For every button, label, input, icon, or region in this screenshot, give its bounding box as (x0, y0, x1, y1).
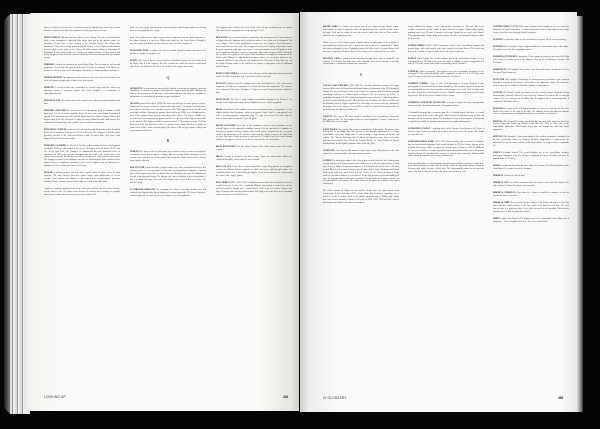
entry-text: (Lambda Scorpii) The second brightest star in the constellation Scorpius, marking the Scorpion's sting. It is a B star of magnitude 1.6 and is 700 light years away. Its popular name is "the sting". (493, 152, 569, 160)
glossary-entry (323, 190, 399, 205)
entry-headword: SAGITTARIUS (323, 128, 338, 131)
left-column-3 (216, 27, 292, 201)
entry-text: (The Sculptor's Workshop) An inconspicuous constellation of the southern hemisphere introduced by Nicolas L. de Lacaille in the eighteenth century. The south pole of the Galaxy lies in Sculptor. It includes a number of faint galaxies. (493, 78, 569, 87)
entry-text: Connected with the stars. (504, 175, 526, 178)
entry-text: A concept of the solar system with Earth at the centre, described by the Greek astronomer Ptolemy in AD 150 in his book, the Almagest. It was the model generally accepted in the Arab and Western worlds for more than 1,000 years, until superseded by the heliocentric model. (44, 128, 121, 140)
entry-text: (The Shield) A small constellation near the celestial equator, originally Scutum Sobiescianum, Sobieski's Shield. It was created by Johannes Hevelius in the seventeenth century. It lies in a rich part of the Milky Way. Its brightest star is fourth magnitude. It contains the Wild Duck cluster. (493, 91, 569, 103)
entry-text: (1934–1996) The American planetary scientist Carl Sagan was one of the most well known and influential figures in astronomy in the USA during his lifetime. He was particularly known for his interest in extraterrestrial life and for strongly advocating searching for extraterrestrial intelligence. He was involved in NASA, he contributed to many of NASA's planetary exploration space missions. A gifted populariser, he wrote several bestselling books. His television series Cosmos, first shown in 1980, was an enormous success. Sagan experienced a wide range of research interests, particularly the origin of life in the universe. From 1968 he worked at Cornell University and directed the Laboratory for Planetary Studies there. (323, 85, 399, 111)
entry-text: A pulsar is a rotating, magnetic neutron star, with a mass similar to the Sun's but a diameter of only about 10 km. The pulsar occurs because the neutron star is rotating very rapidly and a beam of radio emission sweeps by once per rotation. The (44, 188, 120, 196)
glossary-entry (323, 129, 399, 146)
entry-text: (The Arrow) The third smallest constellation, but nevertheless a distinctive little group of stars. The four brightest stars are fourth magnitude. It forms a small part of the Milky Way next to Aquila. (323, 115, 399, 124)
glossary-entry (323, 26, 399, 38)
glossary-entry (493, 182, 569, 188)
entry-text: A rare kind of galaxy shaped like a ring. Ring galaxies are thought to result from collisions between galaxies in which one passes right through another. An expanding shock wave of interstellar gas triggers a burst of star formation in a ring around the centre of the "target" galaxy. (216, 166, 292, 178)
glossary-entry (408, 83, 484, 98)
entry-text: This happens when it throws off a dust cloud. About 50 stars of similar type are known. Typically they are supergiant stars of spectral type F or G. (216, 27, 292, 32)
entry-text: An asterism formed by the stars Alpha, Eta, Gamma, Zeta, Mu and Epsilon in the constellation Leo, named because of its shape. (493, 165, 570, 170)
entry-headword: SATELLITE (323, 150, 335, 153)
entry-headword: SICKLE (493, 165, 501, 168)
entry-text: The brightest X-ray source in the sky and the first to be discovered. It is a low mass X-ray binary star. (493, 68, 569, 74)
section-letter: S (359, 72, 363, 78)
glossary-entry (44, 64, 120, 73)
glossary-entry (493, 69, 569, 75)
glossary-entry (493, 152, 569, 161)
entry-headword: SCHWARZSCHILD, KARL (408, 140, 434, 143)
entry-text: (Alpha Canis Majoris) The brightest star in the constellation Canis Major and, at magnitude −1.46, the brightest star in the sky. It is a visual binary (493, 217, 569, 223)
entry-text: A fissure or channel in the lunar surface. Some are vertical faults. Others are collapsed lava tubes, which tend to be more sinuous. (216, 156, 293, 162)
glossary-entry (44, 110, 120, 125)
glossary-entry (216, 73, 292, 79)
entry-text: (1873–1916) Schwarzschild, who was born in Frankfurt, was an observational astronomer and a noted theorist. In 1909 he became director of the Potsdam Observatory. While serving in the German army in Russia in 1916, he published the first exact solution to complex equations Einstein had published that year in his general relativity theory. He introduced the concept of what is now termed the Schwarzschild radius, which is important in the theory of black holes. (408, 140, 484, 158)
entry-headword: SCHEDAR (408, 70, 419, 73)
entry-text: (The Scorpion) A large, bright constellation of the southern part of the zodiac. Its brightest star is the first magnitude Antares. (493, 46, 569, 51)
glossary-entry (130, 88, 206, 100)
entry-headword: SCHEAT (408, 57, 417, 60)
entry-headword: RIGIL KENTAURUS (216, 146, 236, 149)
entry-text: The earliest stage in the formation of a galaxy from primordial gas and dust. (44, 100, 120, 106)
glossary-entry (493, 202, 569, 214)
entry-headword: RILLE (216, 156, 223, 159)
entry-headword: PORRIMA (44, 64, 55, 67)
right-column-2 (408, 26, 484, 178)
glossary-entry (130, 151, 206, 163)
entry-text: A design of optical telescope, incorporating features of both a Schmidt camera and a Cassegrain reflector. (408, 102, 485, 108)
glossary-entry (493, 136, 569, 148)
entry-text: A rotating neutron star that emits regular bursts of radio waves in rapid sequence. The time between successive pulses ranges from milliseconds to several seconds. Some pulsars emit radiation in other bands of the electromagnetic spectrum, including X-rays, gamma rays and visible light, as well as in the radio band. (44, 172, 120, 183)
right-column-3 (493, 26, 569, 228)
glossary-entry (216, 125, 292, 142)
entry-text: The point on the celestial sphere from which the trails of meteors belonging to a particular meteor shower appear to radiate. Meteors entering Earth's atmosphere from a stream create trails that are almost parallel but perspective makes them seem to diverge from a point in the sky. (130, 151, 206, 163)
glossary-entry (408, 45, 484, 54)
glossary-entry (216, 99, 292, 105)
entry-text: A winding valley in the Oceanus Procellarum on the Moon. It starts in a small crater just outside the northern wall of the crater Herodotus, and extends for about 160 km. (408, 127, 484, 136)
entry-headword: RIGEL (216, 108, 223, 111)
entry-text: (Beta Orionis) The brightest star in the constellation Orion, at magnitude 0.1. It is slightly brighter than Betelgeuse, which is designated Alpha. Rigel is a supergiant B star, with a seventh-magnitude companion lying 770 light years away. The name Rigel is derived from Arabic and means "leg of the giant". (216, 108, 292, 120)
entry-text: The star Alpha Centauri. This Arabic name means "foot of the centaur". (216, 146, 293, 152)
glossary-entry (216, 182, 292, 197)
glossary-entry (408, 112, 484, 124)
glossary-entry (130, 167, 206, 184)
entry-text: The cloud patterns on Saturn are not usually clearly seen, but giant storms occur occasionally. In late September 1990, a large white spot developed, expanding over a period of weeks to encircle much of the planet's equatorial region. Similar large storms have been seen at intervals of about 57–60 years, in 1876, 1903, 1933 and 1960, close to mid-summer on Saturn in its northern hemisphere. (323, 190, 399, 205)
glossary-entry (130, 60, 206, 69)
entry-text: The sixth major planet of the solar system in order from the Sun, orbiting at an average distance of 9.54 astronomical units. Saturn is one of the four giant planets, second only in size to Jupiter. Its equatorial diameter is 9.4 times Earth's and its mass is 95 times greater. However, its average density is only 0.7 times that of water. Hydrogen and helium make up the bulk of its mass. There is a core of iron, 10 or 15 times the mass of Earth, made of rock and a mixture of rock and ice. In the high pressure region surrounding the core, the hydrogen takes on the form of a metal. The outer half of the planet consists of a deep atmosphere of the planet. The visible surface of the planet are confined to the upper cloud layers. (323, 160, 399, 186)
glossary-entry (44, 37, 120, 60)
glossary-entry (408, 26, 484, 41)
glossary-entry (493, 39, 569, 42)
entry-text: A cloud of interstellar gas and dust that shines because the dust scatters the light of stars near to it. A reflection nebula is not itself (216, 73, 292, 79)
entry-headword: SATURN NEBULA (408, 44, 426, 47)
entry-headword: RAS ALGETHI (130, 167, 145, 170)
entry-text: An instrument for measuring the altitude of stars and for mapping equatorial coordinates. It consists of a quarter circle marked in degrees and a movable sighting arm. Prior to the invention of the telescope, such instruments were the only ones available to astronomers for measuring the positions of stars and planets. (130, 87, 207, 99)
glossary-entry (493, 79, 569, 88)
entry-headword: POPULATION II (44, 37, 61, 39)
glossary-entry (44, 172, 120, 184)
entry-text: The nearest star to the solar system, lying at a distance of 4.24 light years. It is an eleventh magnitude dwarf red star in the constellation Centaurus. It appears to be associated physically with the bright binary star Alpha Centauri, which is two degrees away in the sky and about 0.2 light years away distant from the solar system. It is estimated that Proxima may take a million years to orbit its companions. (44, 110, 121, 124)
section-letter: R (166, 138, 170, 144)
entry-headword: RING GALAXY (216, 166, 232, 169)
entry-text: (The Serpent) The only constellation split into two parts, which are known as Serpens Caput (the head) and Serpens Cauda (the tail). They lie either side of the constellation Ophiuchus. The Serpens Caput star and Serpens are third and fourth magnitude. (493, 120, 569, 132)
glossary-entry (130, 189, 206, 198)
entry-text: (Alpha Herculis) A bright variable star in the constellation Hercules. It is a binary system of a red supergiant 3.4 star with a sixth-magnitude companion, a spectral type G which appears greenish in contrast. They are 400 light years away. The brighter star is itself a spectroscopic binary. The primary star varies irregularly between magnitudes 3 and 4 in about 128 days. The name Ras Algethi comes from Arabic and means "the kneeler's head". (130, 167, 206, 184)
glossary-entry (130, 27, 206, 33)
glossary-entry (216, 83, 292, 95)
entry-headword: SERPENS (493, 120, 503, 123)
entry-text: (The Sextant) A faint constellation of the southern hemisphere introduced in the late seventeenth century by Johannes Hevelius, supposedly to commemorate the instrument he used to make accurate stellar observations. Its brightest star is magnitude 4.5. (493, 136, 569, 148)
entry-headword: SIRIUS (493, 217, 500, 220)
entry-headword: RADIANT (130, 151, 140, 154)
glossary-entry (216, 27, 292, 33)
page-number: 484 (283, 395, 289, 399)
entry-headword: SCORPIO (493, 38, 503, 41)
entry-headword: PROPER MOTION (44, 77, 63, 80)
entry-headword: RETICULUM (216, 98, 229, 101)
entry-headword: REFLECTION NEBULA (216, 73, 239, 76)
entry-text: (Alpha Cassiopeiae) The brightest star in the constellation Cassiopeia. It is a supergiant K star varying irregularly with a magnitude of about 2.2. It is 230 light years away. The name is derived from Arabic and means "the breast". (408, 70, 484, 79)
glossary-entry (130, 50, 206, 56)
entry-text: The time taken by a planet or satellite to complete an orbit as measured relative to the stars. (493, 192, 569, 198)
entry-headword: ROCHE LOBE (323, 26, 338, 28)
glossary-entry (408, 141, 484, 158)
entry-headword: SIDEREAL PERIOD (493, 192, 513, 195)
entry-text: Images obtained by Voyager 1 and 2 during their encounters in 1980 and 1981 reveal complex circulation currents, similar to those observed on Jupiter. Saturn rotates rapidly, spinning once every 10 hours 14 minutes on average, though the rate varies with latitude. This rapid spin makes Saturn bulge at the equator, the polar and equatorial diameters differ by 10 percent. (408, 26, 484, 40)
entry-headword: RUNAWAY STAR (323, 57, 340, 60)
entry-text: A type of wide field astronomical telescope designed to take photographs. It was invented by Bernhard Schmidt in 1930 and has a spherical mirror and a correcting plate near the front. It produces sharp images over a wide field, far larger than the field covered by a conventional telescope. Schmidt cameras have been used for major sky surveys. The field of view is about 6 degrees across. (408, 83, 484, 98)
entry-text: (TWINKLING) rapid variations in the brightness of a star caused by turbulence in Earth's atmosphere. A similar phenomenon affects radio signals from cosmic sources when they travel through Earth's ionosphere. (493, 26, 569, 34)
entry-text: A variable star with an unstable internal structure that causes it to pulsate in a regular or irregular way. (130, 49, 206, 55)
glossary-entry (216, 109, 292, 121)
entry-text: A young hot star travelling through space with an unusually high velocity. It is thought that such stars could originally have been in binary or multiple systems where a companion exploded as a supernova. (323, 57, 399, 66)
left-column-1 (44, 27, 120, 201)
glossary-entry (493, 92, 569, 104)
glossary-entry (216, 37, 292, 69)
entry-text: In a binary star system, one of two figure-of-eight shaped regions between the two stars. In particular, where the gravitational force exerted by either star is the same. Each star lies within its own lobe and the point where the two lobes touch is called the inner Lagrangian point. (323, 26, 399, 37)
entry-headword: SATURN (323, 160, 332, 163)
entry-headword: SCULPTOR (493, 78, 505, 81)
glossary-entry (408, 71, 484, 80)
running-footer: LOOKING UP (44, 395, 66, 399)
entry-headword: PTOLEMAIC SYSTEM (44, 128, 66, 131)
glossary-entry (216, 156, 292, 162)
glossary-entry (408, 58, 484, 67)
glossary-entry (493, 46, 569, 52)
entry-headword: SCHROTER'S VALLEY (408, 127, 431, 130)
glossary-entry (493, 175, 569, 178)
entry-text: Any body in orbit around a larger parent body. Most planets in the solar system have natural satellites, otherwise known as moons. (323, 150, 399, 156)
glossary-entry (493, 192, 569, 198)
entry-headword: SCHMIDT CAMERA (408, 83, 429, 86)
entry-text: A recently formed star, surrounded by a cloud of gas and dust, which may ultimately produce a planetary system. The word "proplyd" is a contraction of "protoplanetary disk". (44, 87, 120, 96)
entry-text: A Schmidt-Cassegrain has a corrector plate like a Schmidt camera but there is a small secondary mirror in the centre of the plate, which reflects the light back down the tube and through a hole in the primary mirror. The resulting telescope is very compact, so the design is particularly suitable for portable telescopes and is popular with amateurs. (408, 112, 484, 123)
left-page (30, 13, 299, 411)
entry-text: Schwarzschild Radius: A critical quantity that determines whether an object is a black hole, from which nothing can escape into the outside world; the object that collapses inside its Schwarzschild radius becomes a black hole. The Schwarzschild radius for an object the mass of the Sun is 3 km; for an object the mass of the Earth it is 1 cm. (408, 162, 484, 174)
entry-headword: SCINTILLATION (493, 26, 510, 28)
left-column-2 (130, 27, 206, 202)
entry-text: (RA) One of the coordinates used to specify positions on the celestial sphere in the equatorial coordinate system. It is the equivalent of longitude on Earth but is measured in hours, minutes and seconds of time eastward from the zero point, which is the intersection of the celestial equator and the ecliptic, known as the First Point of Aries. One hour of right ascension is equivalent to 15 degrees and is the angle through which the sky appears to rotate in one hour of sidereal time. See declination. (216, 124, 292, 142)
glossary-entry (44, 100, 120, 106)
glossary-entry (493, 121, 569, 133)
entry-text: Some X-ray pulsars are in binary systems where companion stars are transferring mass to the pulsar, causing it to speed up. Millisecond pulsars are the fastest known, thought to have been spun up in binary systems and have since lost their companions. (130, 37, 206, 45)
entry-headword: RED GIANT (216, 37, 228, 39)
glossary-entry (216, 146, 292, 152)
entry-headword: PROTOGALAXY (44, 100, 61, 103)
running-footer: IV GLOSSARY (323, 396, 347, 400)
entry-headword: PULSAR (44, 172, 53, 175)
entry-text: (The Net) A small southern constellation introduced by Nicolas L. de Lacaille in the eighteenth century. Its two brightest stars are of third magnitude. (216, 98, 292, 104)
entry-text: The regular cycle of changing variables over the year, caused by the tilt of the Earth's axis relative to the plane of its orbit. The obliquity means that different latitudes receive varying amounts of sunlight through the year, a number of solar heat. (493, 107, 570, 116)
entry-text: An evolved star that has expanded greatly and appears red. A star becomes a red giant when the hydrogen fuel for nuclear fusion in its central core is exhausted. The core collapses. This releases gravitational energy and a new supply of fresh hydrogen is fused around the new inert core. The energy provided by shell burning of hydrogen causes the great expansion of the star's outer layers. As the gas expands, it cools. Regardless of the star's original spectral type, its surface temperature drops until it reaches 3000 K. When the Sun becomes a red giant, it will expand until its diameter is roughly the diameter of the Earth's orbit. Though the light emitted per square metre of a red giant's surface is low compared with hotter stars, they are very luminous over all because of their huge size. All the bright red stars visible to the naked eye are giants or supergiants, such as Aldebaran and Betelgeuse. (216, 37, 292, 69)
entry-headword: SCUTUM (493, 91, 503, 94)
entry-headword: SAGITTA (323, 115, 333, 118)
right-page-edges (577, 16, 583, 412)
entry-text: (NGC 7009) A planetary nebula in the constellation Aquarius. Its general shape, with a faint partial outer ring, resembles the planet Saturn. The double ring may be the remains of separate shells thrown off by the central star. (408, 44, 484, 53)
entry-headword: SAGAN, CARL EDWARD (323, 85, 348, 88)
section-letter: Q (166, 74, 170, 80)
entry-text: An alternative name for the constellation Scorpius, chiefly used in astrology. (502, 38, 567, 41)
entry-headword: SCHMIDT-CASSEGRAIN TELESCOPE (408, 102, 446, 105)
entry-headword: PTOLEMY, CLAUDIUS (44, 144, 67, 147)
glossary-entry (323, 150, 399, 156)
glossary-entry (493, 56, 569, 65)
right-page (300, 12, 577, 412)
entry-headword: PROPLYD (44, 87, 54, 90)
glossary-entry (493, 218, 569, 224)
entry-headword: SIDEREAL TIME (493, 202, 510, 205)
entry-text: pulses are very regular, apart from the occasional glitch, and all single pulsars are slowing down as they gradually lose energy. (130, 27, 206, 32)
glossary-entry (44, 129, 120, 141)
glossary-entry (130, 37, 206, 46)
entry-text: (M57, NGC 6720) A bright planetary nebula in the constellation Lyra. In a small telescope it looks like a luminous elliptical ring around a central star, but the observed nebula is thought to be a barrel-shaped shell of gas seen end-on. Images with large telescopes show that the nebula is about 2000 light years away. It has been expanding at its current rate for about 6000 years. (216, 182, 292, 196)
entry-text: Old stars and star clusters in our Galaxy. They are found distributed fairly evenly throughout a spherical halo rather than just in the galactic plane; the Population II stars have a lower content of the elements heavier than helium than Population I. They move at high speeds around the Galaxy in very elliptical orbits inclined at steep angles to the plane of the Galaxy. Globular clusters belong to Population II. Population II stars formed when the Galaxy was spherical before its disk formed and before the gas and dust could be enriched with heavier elements from previous generations of stars. (44, 37, 120, 60)
glossary-entry (323, 116, 399, 125)
glossary-entry (44, 77, 120, 83)
entry-text: A binary star system in the constellation Virgo. The two stars are each around magnitude 3.5 and orbit each other around every 170 years. At a distance of 38 light years, Porrima is relatively close to the solar system. Porrima was a Roman goddess of prophecy. (44, 64, 120, 73)
entry-headword: RIGHT ASCENSION (216, 124, 236, 127)
entry-text: The Earth's rotation period with respect to the stars. The length of the sidereal day is 23 hours 56 minutes and 4 seconds. (493, 182, 570, 188)
entry-text: (The Poop or Stern) A large southern constellation lying in the rich starfields of the Milky Way. It is the largest of the three sections into which the ancient constellation Argo Navis was divided by Nicolas L. de Lacaille in the eighteenth century. (130, 59, 206, 68)
entry-headword: SHAULA (493, 152, 502, 155)
entry-text: (quasi-stellar object, QSO) The most powerful type of active galactic nucleus. Quasars have an intense fraction of "quasi-stellar radio source," the phrase used to describe these objects when they were first discovered in 1963. They appeared to be star-like with very high redshifts. Although the quasars discovered in the 1960s were all radio sources, most of the quasars known now are not strong radio sources. The largest redshifts ever recorded have been measured for quasars and they are the most distant objects observable in the universe. The highest redshift measured is about 7. This quasar is about 13 billion light years away. The fact that we detect no quasars nearer means that they are going out further back in time, from a normal galaxy. The source of the energy is matter falling onto a supermassive black hole. (130, 103, 206, 132)
glossary-entry (44, 188, 120, 197)
entry-headword: RING NEBULA (216, 182, 231, 185)
glossary-entry (130, 103, 206, 132)
entry-text: (Beta Pegasi) The second brightest star in the constellation Pegasus. It is a supergiant M star 200 light years away and varies in brightness between magnitudes 2.4 and 2.8. The name comes from Arabic and probably means "shoulder". (408, 57, 484, 66)
entry-text: Stars are relatively rich in heavier elements because the material from which they formed includes elements formed by nucleosynthesis in earlier generations of stars. (44, 27, 120, 32)
glossary-entry (44, 87, 120, 96)
glossary-entry (216, 166, 292, 178)
entry-headword: SIDEREAL DAY (493, 182, 509, 185)
glossary-entry (408, 102, 484, 108)
glossary-entry (493, 165, 569, 171)
left-page-edges (4, 14, 30, 414)
glossary-entry (408, 163, 484, 175)
glossary-entry (408, 128, 484, 137)
entry-headword: SCORPIUS (493, 46, 504, 48)
glossary-entry (493, 26, 569, 35)
glossary-entry (323, 42, 399, 54)
entry-headword: SIDEREAL (493, 175, 504, 178)
entry-headword: PROXIMA CENTAURI (44, 110, 66, 113)
entry-headword: SCORPIUS X-1 (493, 68, 508, 71)
entry-headword: SEASONS (493, 107, 503, 110)
entry-text: (c. AD 100–170) Little is known about the life of the Egyptian astronomer Ptolemy, who worked in the city of Alexandria between about AD 127 and 151. In his great book, the Almagest, he summarized the most influential work on astronomy for 1500 years and the assumption that the Earth is the centre of the solar system was eventually, the idea put forward by Copernicus of a Sun-centred solar system. The Almagest included a star catalogue and rules for calculating the future positions of the planets based on complicated geometry. It was not all original work by Ptolemy but a summary of Greek astronomy from over 500 years. (44, 144, 120, 168)
entry-text: (The Archer) The southern constellation of the zodiac. The centre of the Galaxy lies in the Milky Way that appears to run through Sagittarius. It is a large constellation with many bright stars. It also contains a large number of clusters and nebulae. The "Messier Catalogue lists 15 objects in Sagittarius, more than in any other individual constellation. They include the Lagoon Nebula, the Trifid Nebula, the Omega Nebula and the third brightest globular cluster in the sky, M22. (323, 128, 399, 146)
entry-text: (Alpha Leonis) The brightest star in the constellation Leo. It is a blue star of magnitude 1.4 with two companions of seventh and thirteenth magnitudes. The name is Latin and means "little king". Regulus is 77 light years away. It has been nearly eclipsed or light. (216, 83, 292, 94)
glossary-entry (323, 58, 399, 67)
glossary-entry (323, 160, 399, 186)
entry-headword: QUASAR (130, 103, 139, 106)
entry-headword: R CORONAE BOREALIS (130, 188, 156, 191)
entry-headword: PUPPIS (130, 59, 138, 62)
entry-headword: PULSATING STAR (130, 49, 149, 52)
entry-headword: SCORPIUS-CENTAURUS (493, 56, 517, 58)
right-column-1 (323, 26, 399, 209)
glossary-entry (323, 85, 399, 111)
entry-text: The apparent annual motion of a star across the celestial sphere due to its real motion through space relative to the solar system. (44, 77, 120, 83)
glossary-entry (44, 145, 120, 168)
page-number: 485 (558, 396, 564, 400)
glossary-entry (44, 27, 120, 33)
entry-text: The prototype of a class of peculiar variable stars that suddenly and unpredictably dip in brightness by many magnitudes. R Coronae Borealis is usually magnitude 5.8, but every few years dips to very faint magnitudes. (130, 188, 207, 197)
entry-headword: SEXTANS (493, 136, 503, 139)
entry-headword: REGULUS (216, 83, 227, 86)
entry-headword: QUADRANT (130, 87, 143, 90)
glossary-entry (493, 108, 569, 117)
entry-text: Time measured by the rotation of the Earth with respect to the stars rather than the rotation relative to the Sun, which is the basis for civil time. The local sidereal time at a particular place is the right ascension on the meridian. Observatories normally have a clock keeping sidereal time. (493, 202, 569, 213)
entry-text: Association A loose group of young hot stars about 600 light years away. It includes most of the brightest stars in the constellations Scorpius and Centaurus. (493, 56, 569, 64)
entry-text: When a star in a close binary system expands during the giant phase of its evolution, it may completely fill its Roche lobe. A system like that is said to be "semidetached". Matter then streams through the inner Lagrangian point to the other star. In a contact binary, both stars have completely filled their Roche lobes and gas can be transferred between them. (323, 41, 399, 53)
